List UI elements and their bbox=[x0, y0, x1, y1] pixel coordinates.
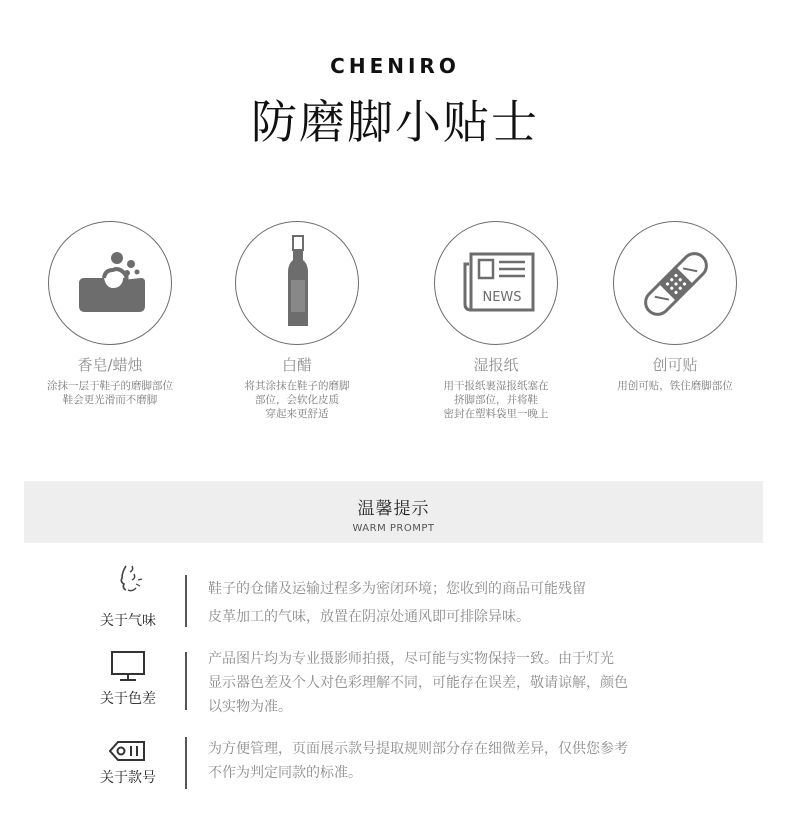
notice-smell bbox=[0, 560, 790, 630]
divider-line bbox=[185, 737, 187, 789]
notice-text: 为方便管理，页面展示款号提取规则部分存在细微差异，仅供您参考 不作为判定同款的标准。 bbox=[208, 741, 628, 781]
newspaper-icon bbox=[435, 222, 559, 346]
banner-title: 温馨提示 bbox=[357, 499, 430, 519]
tip-desc: 涂抹一层于鞋子的磨脚部位 鞋会更光滑而不磨脚 bbox=[47, 380, 173, 406]
brand-logo: CHENIRO bbox=[330, 54, 460, 78]
tip-desc: 将其涂抹在鞋子的磨脚 部位，会软化皮质 穿起来更舒适 bbox=[244, 380, 350, 420]
tip-name: 香皂/蜡烛 bbox=[77, 356, 143, 374]
notice-color bbox=[0, 646, 790, 716]
notice-text: 鞋子的仓储及运输过程多为密闭环境；您收到的商品可能残留 皮革加工的气味，放置在阴凉处通风即可排除异味。 bbox=[208, 581, 586, 625]
tip-name: 白醋 bbox=[281, 356, 312, 374]
tip-name: 创可贴 bbox=[652, 356, 698, 374]
tip-bandage bbox=[590, 221, 760, 393]
tip-circle bbox=[434, 221, 558, 345]
tag-icon bbox=[108, 736, 148, 770]
tip-soap bbox=[25, 221, 195, 407]
banner-subtitle: WARM PROMPT bbox=[352, 523, 435, 534]
tip-vinegar bbox=[212, 221, 382, 421]
tip-circle bbox=[613, 221, 737, 345]
news-label: NEWS bbox=[482, 290, 522, 305]
page-title: 防磨脚小贴士 bbox=[251, 95, 539, 149]
vinegar-bottle-icon bbox=[236, 222, 360, 346]
soap-icon bbox=[49, 222, 173, 346]
notice-label: 关于气味 bbox=[100, 613, 156, 629]
divider-line bbox=[185, 652, 187, 710]
notice-text: 产品图片均为专业摄影师拍摄，尽可能与实物保持一致。由于灯光 显示器色差及个人对色彩理解不同，可能存在误差，敬请谅解，颜色 以实物为准。 bbox=[208, 651, 628, 715]
tip-desc: 用干报纸裹湿报纸塞在 挤脚部位，并将鞋 密封在塑料袋里一晚上 bbox=[443, 380, 549, 420]
tip-name: 湿报纸 bbox=[473, 356, 519, 374]
notice-model-number bbox=[0, 734, 790, 794]
bandage-icon bbox=[614, 222, 738, 346]
tip-circle bbox=[235, 221, 359, 345]
warm-prompt-banner bbox=[24, 481, 763, 543]
smell-icon bbox=[108, 562, 148, 596]
monitor-icon bbox=[108, 650, 148, 684]
notice-label: 关于色差 bbox=[100, 691, 156, 707]
tip-newspaper bbox=[411, 221, 581, 421]
tip-circle bbox=[48, 221, 172, 345]
notice-label: 关于款号 bbox=[100, 770, 156, 786]
tip-desc: 用创可贴，铁住磨脚部位 bbox=[617, 380, 733, 392]
divider-line bbox=[185, 575, 187, 627]
